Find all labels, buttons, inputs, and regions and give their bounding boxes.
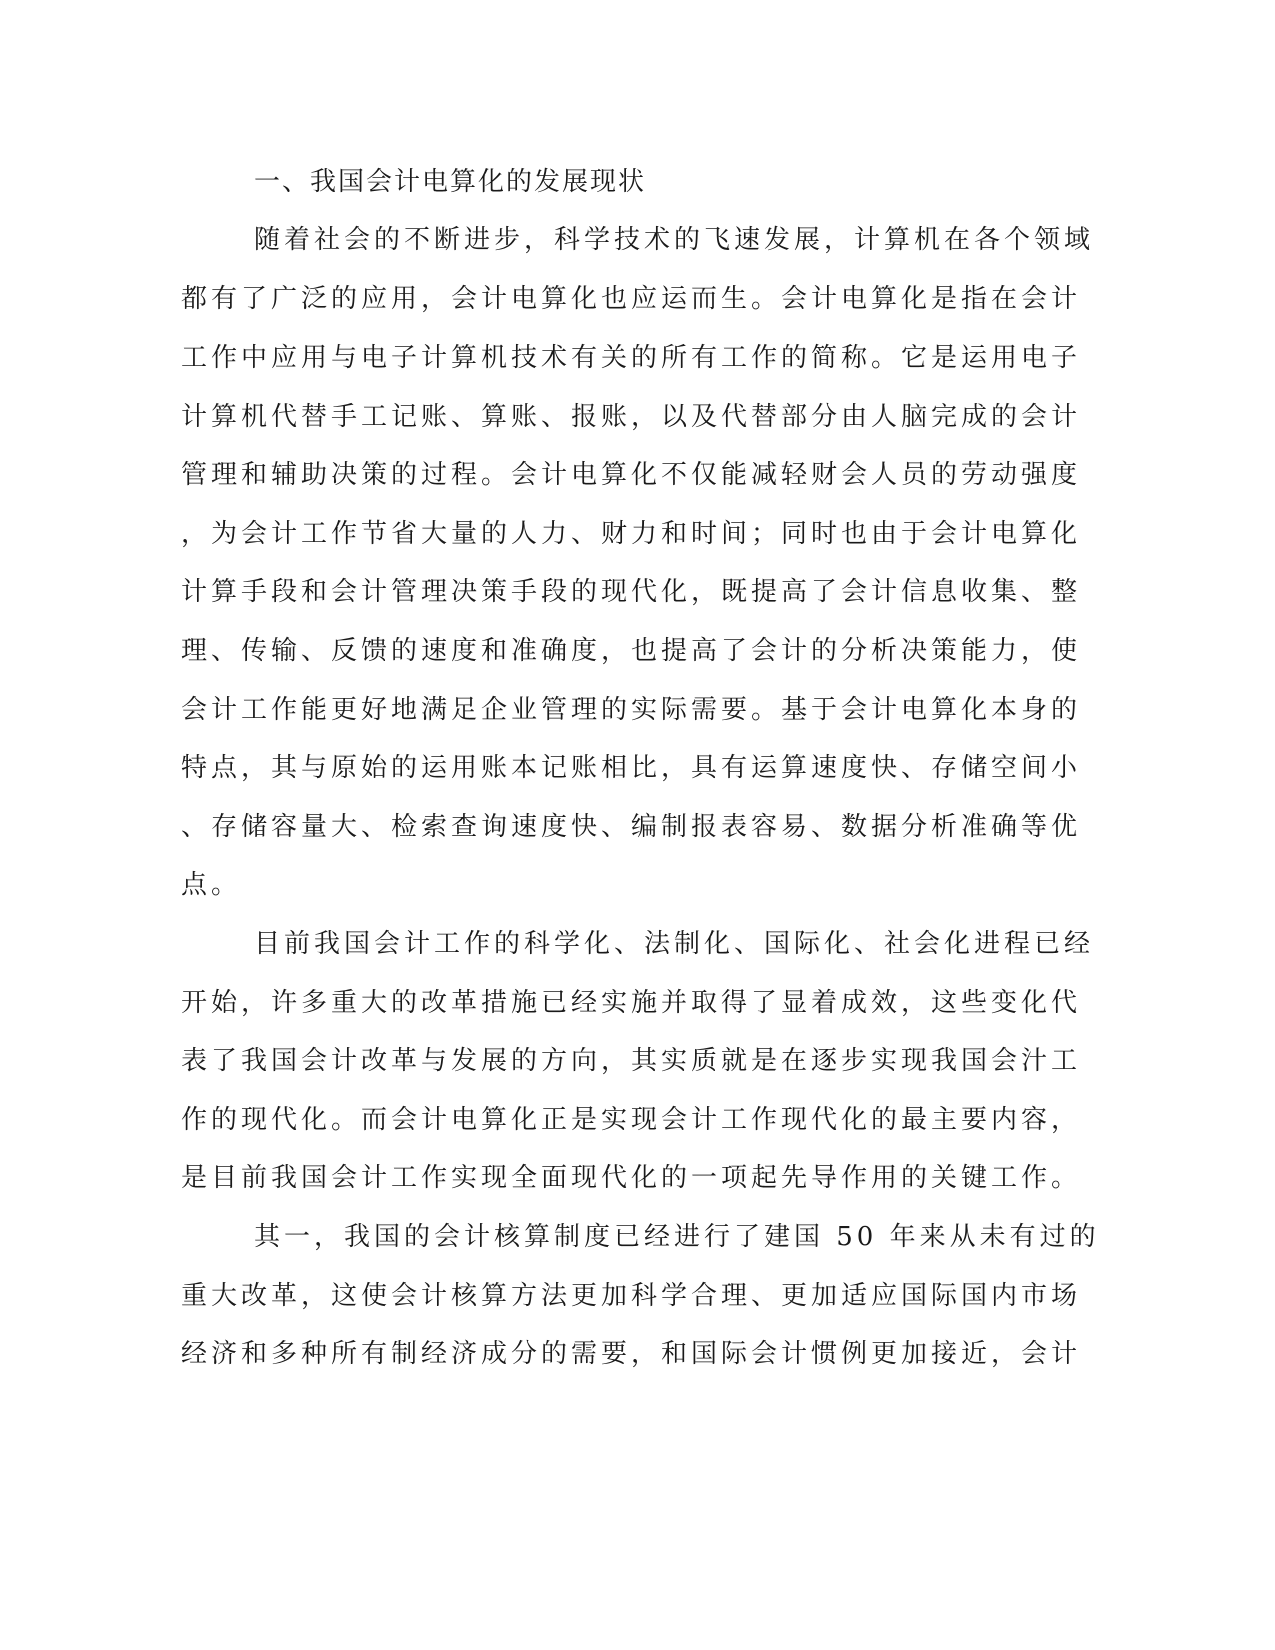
paragraph-line: 开始，许多重大的改革措施已经实施并取得了显着成效，这些变化代: [181, 988, 1082, 1018]
paragraph-line: 随着社会的不断进步，科学技术的飞速发展，计算机在各个领域: [254, 225, 1095, 255]
paragraph-line: 工作中应用与电子计算机技术有关的所有工作的简称。它是运用电子: [181, 343, 1082, 373]
paragraph-line: 都有了广泛的应用，会计电算化也应运而生。会计电算化是指在会计: [181, 284, 1082, 314]
paragraph-line: 表了我国会计改革与发展的方向，其实质就是在逐步实现我国会汁工: [181, 1046, 1082, 1076]
paragraph-line: 会计工作能更好地满足企业管理的实际需要。基于会计电算化本身的: [181, 695, 1082, 725]
paragraph-line: 经济和多种所有制经济成分的需要，和国际会计惯例更加接近，会计: [181, 1339, 1082, 1369]
paragraph-line: 重大改革，这使会计核算方法更加科学合理、更加适应国际国内市场: [181, 1281, 1082, 1311]
paragraph-line: 管理和辅助决策的过程。会计电算化不仅能减轻财会人员的劳动强度: [181, 460, 1082, 490]
paragraph-line: ，为会计工作节省大量的人力、财力和时间；同时也由于会计电算化: [181, 519, 1082, 549]
paragraph-line: 计算手段和会计管理决策手段的现代化，既提高了会计信息收集、整: [181, 577, 1082, 607]
section-heading: 一、我国会计电算化的发展现状: [254, 167, 647, 197]
paragraph-line: 理、传输、反馈的速度和准确度，也提高了会计的分析决策能力，使: [181, 636, 1082, 666]
paragraph-line: 点。: [181, 870, 242, 900]
paragraph-line: 、存储容量大、检索查询速度快、编制报表容易、数据分析准确等优: [181, 812, 1082, 842]
paragraph-line: 作的现代化。而会计电算化正是实现会计工作现代化的最主要内容，: [181, 1105, 1082, 1135]
paragraph-line: 特点，其与原始的运用账本记账相比，具有运算速度快、存储空间小: [181, 753, 1082, 783]
paragraph-line: 计算机代替手工记账、算账、报账，以及代替部分由人脑完成的会计: [181, 402, 1082, 432]
paragraph-line: 是目前我国会计工作实现全面现代化的一项起先导作用的关键工作。: [181, 1163, 1082, 1193]
paragraph-line: 目前我国会计工作的科学化、法制化、国际化、社会化进程已经: [254, 929, 1095, 959]
paragraph-line: 其一，我国的会计核算制度已经进行了建国 50 年来从未有过的: [254, 1222, 1100, 1252]
